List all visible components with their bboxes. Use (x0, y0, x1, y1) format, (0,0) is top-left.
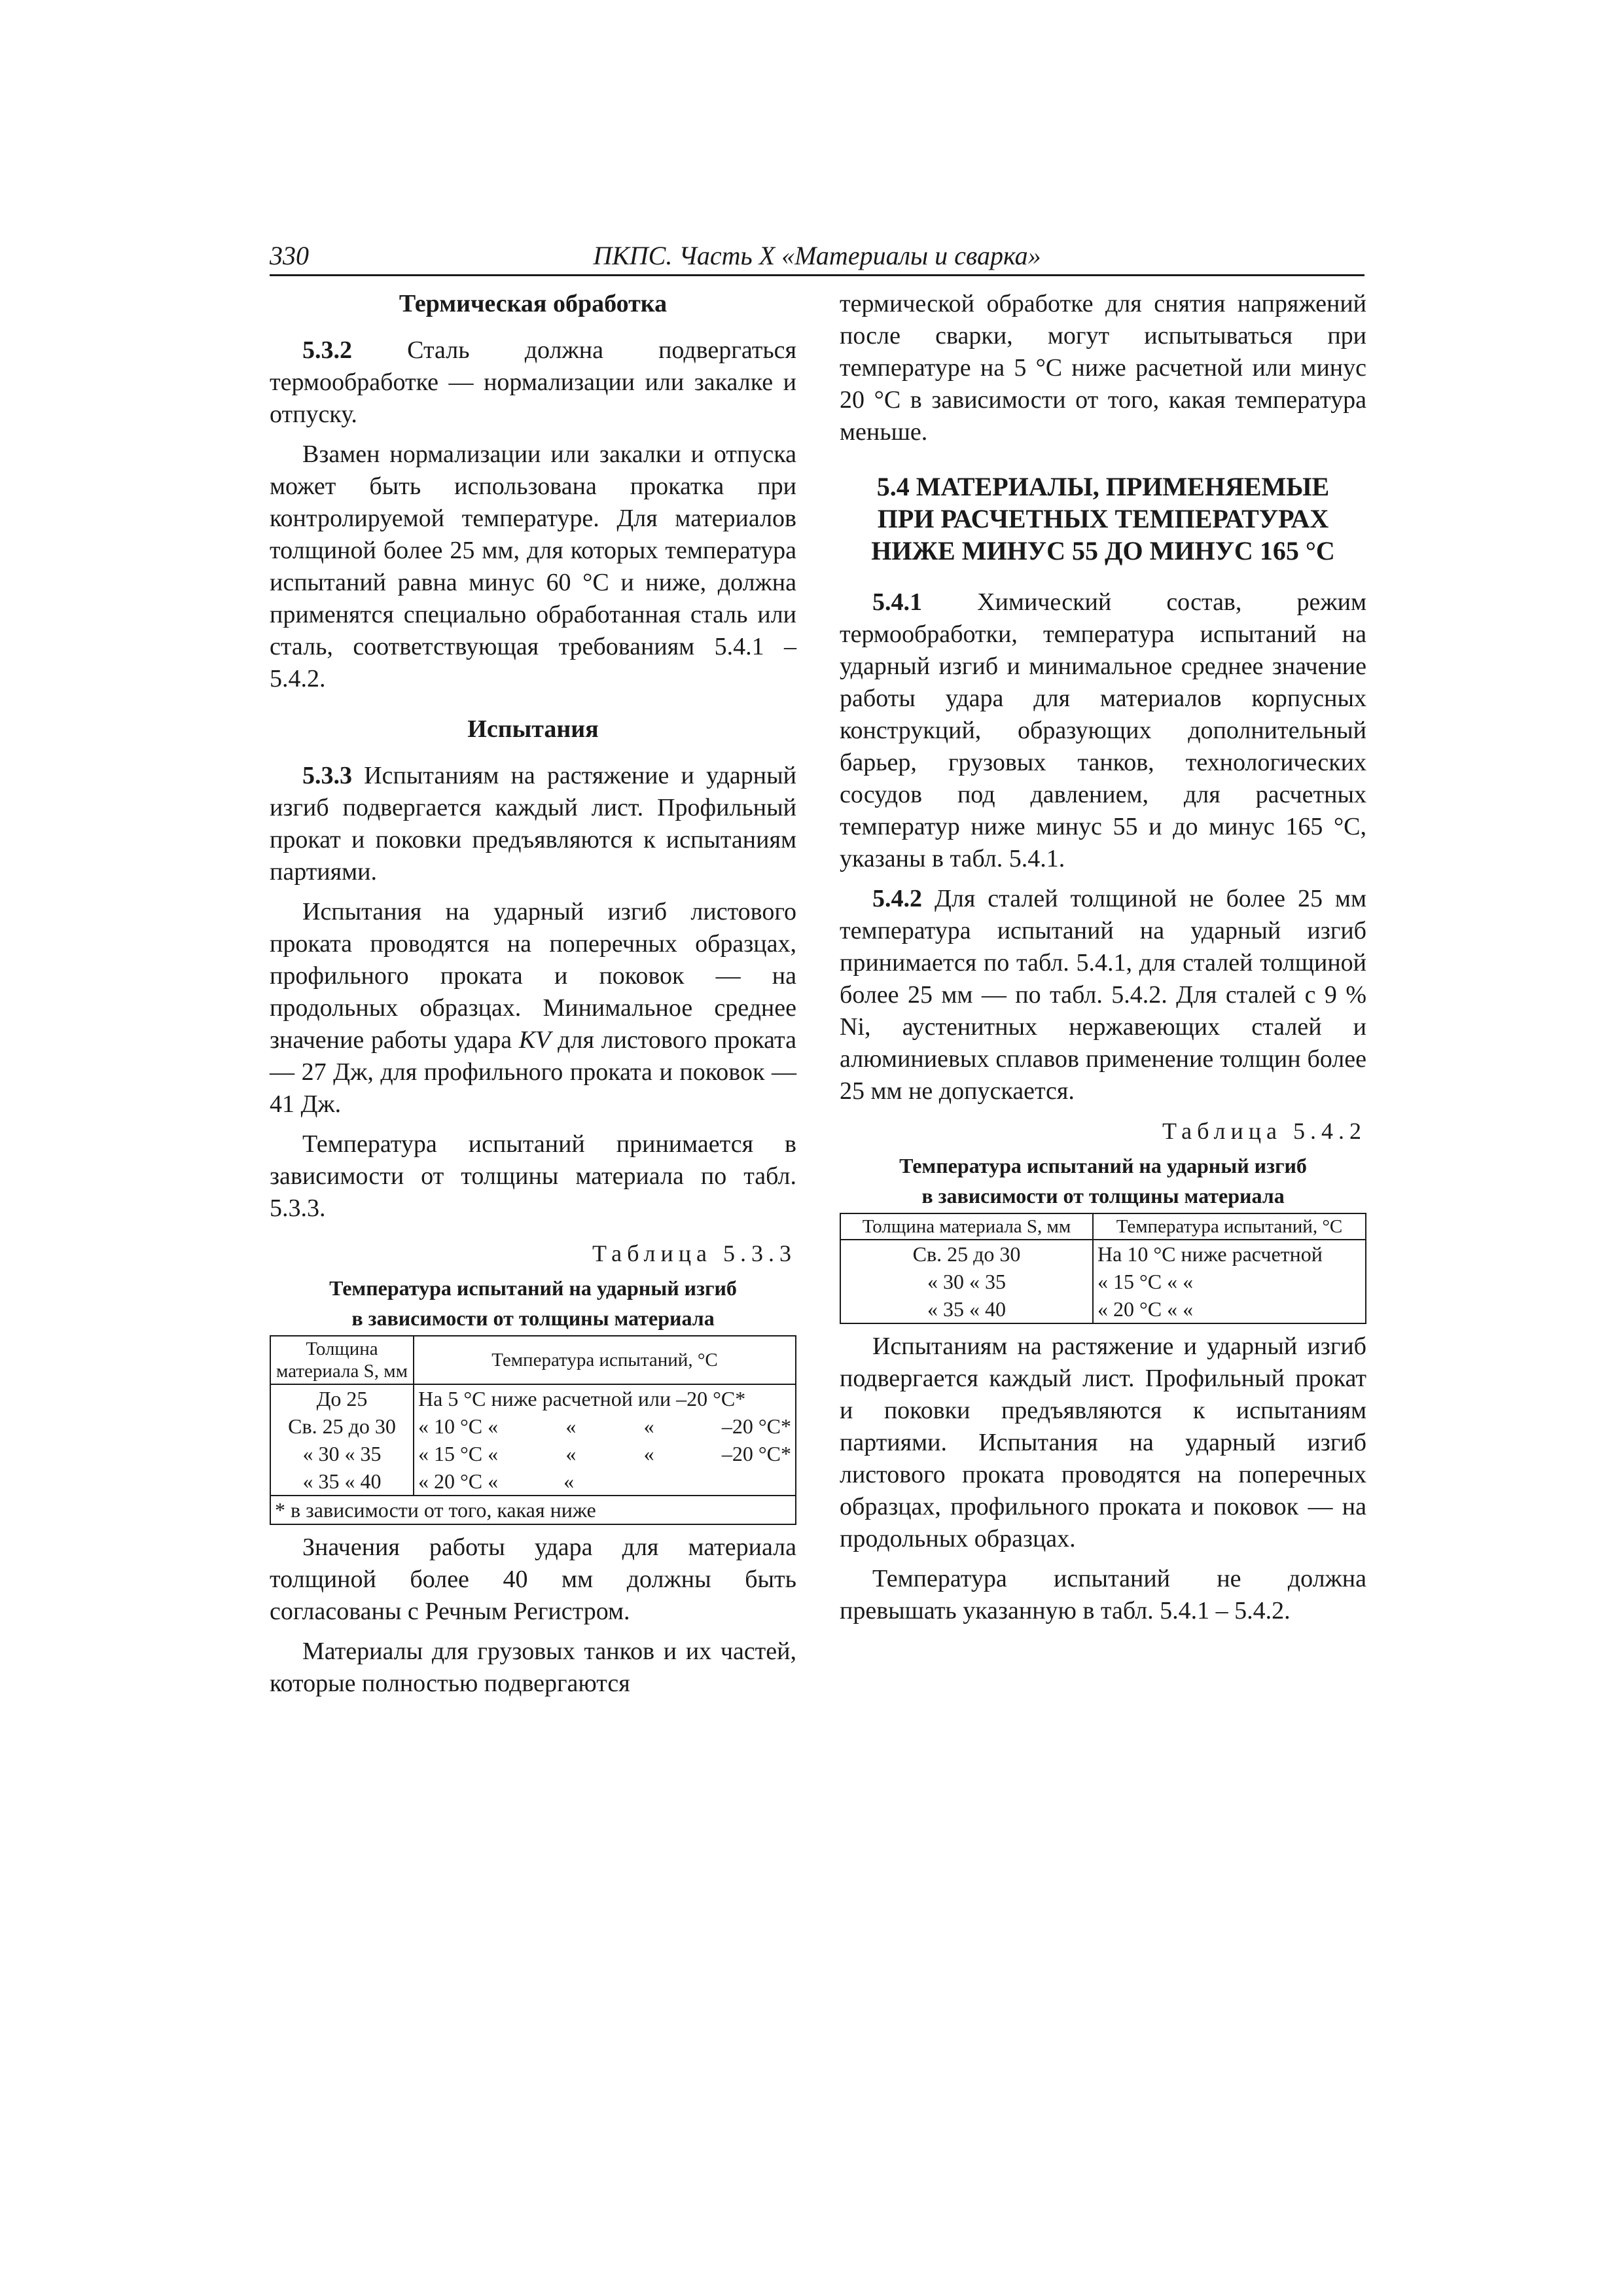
header-rule (270, 274, 1364, 276)
table-header-temperature: Температура испытаний, °С (1093, 1213, 1366, 1240)
table-5-4-2 (840, 1213, 1366, 1324)
cell-part: « (565, 1414, 577, 1438)
cell-part: –20 °С* (721, 1414, 791, 1438)
paragraph-rolling: Взамен нормализации или закалки и отпуска может быть использована прокатка при контролируемой температуре. Для материалов толщиной более 25 мм, для которых температура испытаний равна минус 60 °С и ниже, должна применятся специально обработанная сталь или сталь, соответствующая требованиям 5.4.1 – 5.4.2. (270, 440, 796, 692)
cell-thickness: « 35 « 40 (270, 1467, 414, 1496)
table-row (840, 1240, 1366, 1268)
cell-temperature: « 15 °С « « (1093, 1268, 1366, 1295)
table-5-3-3-label: Таблица 5.3.3 (592, 1240, 796, 1266)
cell-part: « 20 °С « (418, 1469, 499, 1493)
right-column (840, 288, 1366, 1635)
table-header-thickness: Толщина материала S, мм (840, 1213, 1093, 1240)
table-5-3-3 (270, 1335, 796, 1525)
cell-part: –20 °С* (721, 1442, 791, 1465)
table-row (270, 1412, 796, 1440)
cell-thickness: Св. 25 до 30 (270, 1412, 414, 1440)
paragraph-cargo-tanks: Материалы для грузовых танков и их частей, которые полностью подвергаются (270, 1638, 796, 1697)
cell-thickness: « 35 « 40 (840, 1295, 1093, 1323)
cell-part: « (565, 1442, 577, 1465)
clause-text: Сталь должна подвергаться термообработке — нормализации или закалке и отпуску. (270, 336, 796, 428)
cell-part: « (643, 1414, 654, 1438)
cell-part: « (563, 1469, 575, 1493)
clause-text: Для сталей толщиной не более 25 мм температура испытаний на ударный изгиб принимается по табл. 5.4.1, для сталей толщиной более 25 мм — по табл. 5.4.2. Для сталей с 9 % Ni, аустенитных нержавеющих сталей и алюминиевых сплавов применение толщин более 25 мм не допускается. (840, 885, 1366, 1105)
paragraph-continuation: термической обработке для снятия напряжений после сварки, могут испытываться при температуре на 5 °С ниже расчетной или минус 20 °С в зависимости от того, какая температура меньше. (840, 290, 1366, 446)
heading-tests: Испытания (467, 715, 599, 743)
cell-temperature (414, 1440, 796, 1467)
clause-text: Испытаниям на растяжение и ударный изгиб подвергается каждый лист. Профильный прокат и поковки предъявляются к испытаниям партиями. (270, 762, 796, 886)
cell-temperature: « 20 °С « « (1093, 1295, 1366, 1323)
section-title-line: ПРИ РАСЧЕТНЫХ ТЕМПЕРАТУРАХ (877, 504, 1329, 533)
section-title-line: НИЖЕ МИНУС 55 ДО МИНУС 165 °С (871, 536, 1335, 565)
paragraph-5-3-3 (270, 760, 796, 888)
cell-temperature: На 5 °С ниже расчетной или –20 °С* (414, 1384, 796, 1412)
table-row (270, 1440, 796, 1467)
paragraph-5-4-2 (840, 883, 1366, 1107)
cell-temperature (414, 1412, 796, 1440)
table-5-4-2-label: Таблица 5.4.2 (1162, 1118, 1366, 1144)
cell-part: « (643, 1442, 654, 1465)
page-number: 330 (270, 241, 309, 270)
text-run: Испытания на ударный изгиб листового проката проводятся на поперечных образцах, профильного проката и поковок — на продольных образцах. Минимальное среднее значение работы удара (270, 898, 796, 1054)
paragraph-tests-after: Испытаниям на растяжение и ударный изгиб подвергается каждый лист. Профильный прокат и поковки предъявляются к испытаниям партиями. Испытания на ударный изгиб листового проката проводятся на поперечных образцах, профильного проката и поковок — на продольных образцах. (840, 1333, 1366, 1552)
running-head (270, 239, 1364, 273)
heading-heat-treatment: Термическая обработка (399, 290, 668, 317)
table-row (840, 1295, 1366, 1323)
section-title-line: 5.4 МАТЕРИАЛЫ, ПРИМЕНЯЕМЫЕ (876, 472, 1330, 501)
table-row (270, 1467, 796, 1496)
cell-thickness: До 25 (270, 1384, 414, 1412)
table-footnote: * в зависимости от того, какая ниже (270, 1496, 796, 1524)
running-title: ПКПС. Часть X «Материалы и сварка» (593, 241, 1041, 270)
cell-part: « 10 °С « (418, 1414, 499, 1438)
paragraph-5-4-1 (840, 586, 1366, 875)
clause-number: 5.4.2 (872, 885, 922, 912)
table-5-3-3-title-line2: в зависимости от толщины материала (351, 1306, 715, 1330)
cell-temperature (414, 1467, 796, 1496)
clause-number: 5.3.3 (302, 762, 352, 789)
table-row (840, 1268, 1366, 1295)
table-header-temperature: Температура испытаний, °С (414, 1336, 796, 1384)
symbol-kv: KV (518, 1026, 551, 1054)
clause-number: 5.4.1 (872, 588, 922, 616)
paragraph-impact-tests (270, 896, 796, 1121)
table-5-3-3-title-line1: Температура испытаний на ударный изгиб (329, 1276, 737, 1300)
table-5-4-2-title-line2: в зависимости от толщины материала (921, 1184, 1285, 1208)
clause-number: 5.3.2 (302, 336, 352, 364)
paragraph-5-3-2 (270, 334, 796, 431)
table-row (270, 1384, 796, 1412)
section-title-5-4 (840, 471, 1366, 567)
text-run: для листового проката — 27 Дж, для профильного проката и поковок — 41 Дж. (270, 1026, 796, 1118)
cell-thickness: « 30 « 35 (270, 1440, 414, 1467)
clause-text: Химический состав, режим термообработки, температура испытаний на ударный изгиб и минимальное среднее значение работы удара для материалов корпусных конструкций, образующих дополнительный барьер, грузовых танков, технологических сосудов под давлением, для расчетных температур ниже минус 55 и до минус 165 °С, указаны в табл. 5.4.1. (840, 588, 1366, 872)
cell-temperature: На 10 °С ниже расчетной (1093, 1240, 1366, 1268)
table-header-thickness: Толщина материала S, мм (270, 1336, 414, 1384)
table-footnote-row (270, 1496, 796, 1524)
left-column (270, 288, 796, 1708)
table-5-4-2-title-line1: Температура испытаний на ударный изгиб (899, 1154, 1307, 1177)
paragraph-test-temperature: Температура испытаний принимается в зависимости от толщины материала по табл. 5.3.3. (270, 1130, 796, 1222)
paragraph-temperature-limit: Температура испытаний не должна превышать указанную в табл. 5.4.1 – 5.4.2. (840, 1565, 1366, 1624)
cell-thickness: « 30 « 35 (840, 1268, 1093, 1295)
cell-part: « 15 °С « (418, 1442, 499, 1465)
paragraph-impact-values: Значения работы удара для материала толщиной более 40 мм должны быть согласованы с Речным Регистром. (270, 1534, 796, 1625)
cell-thickness: Св. 25 до 30 (840, 1240, 1093, 1268)
